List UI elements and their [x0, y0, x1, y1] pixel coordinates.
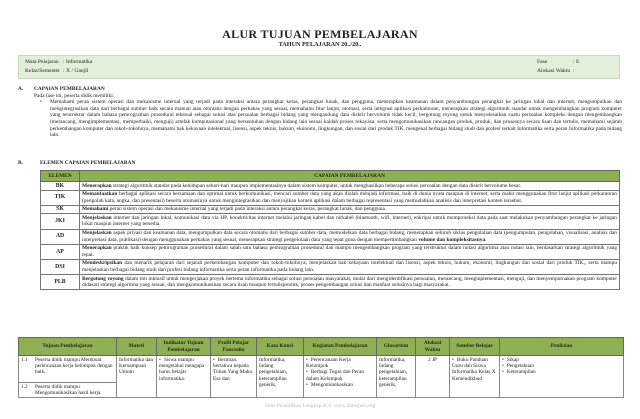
section-b-heading	[18, 160, 135, 167]
kegiatan-item: • Mengomunikasikan	[306, 382, 374, 388]
section-a	[18, 86, 622, 139]
table-row	[41, 229, 620, 244]
page-title: ALUR TUJUAN PEMBELAJARAN	[222, 27, 418, 41]
tp-cell	[19, 356, 117, 398]
capaian-verb: Menerapkan	[82, 245, 112, 252]
capaian-text	[80, 205, 620, 214]
capaian-verb: Menjelaskan	[82, 230, 112, 237]
page-subtitle: TAHUN PELAJARAN 20../20..	[278, 41, 362, 48]
elemen-code: DSI	[41, 259, 80, 274]
section-a-number: A.	[18, 86, 24, 92]
column-header: Penilaian	[500, 338, 624, 356]
mapel-label: Mata Pelajaran	[25, 59, 59, 66]
glosarium-cell: Informatika, bidang pengetahuan, keterampilan generik,	[377, 356, 416, 398]
penilaian-item: • Keterampilan	[502, 369, 621, 375]
capaian-verb: Memahami	[82, 206, 109, 213]
atp-table	[18, 337, 624, 398]
tp-text: Peserta didik mampu Membuat perencanaan kerja kelompok dengan baik.	[35, 356, 113, 376]
kegiatan-item: • Perencanaan Kerja Kelompok	[306, 357, 374, 370]
column-header: Profil Pelajar Pancasila	[211, 338, 257, 356]
column-header: Materi	[117, 338, 157, 356]
capaian-text	[80, 244, 620, 259]
table-row	[41, 244, 620, 259]
capaian-verb: Memanfaatkan	[82, 191, 118, 198]
table-row	[41, 190, 620, 205]
capaian-body: dalam tim inklusif untuk mengerjakan proyek bertema informatika sebagai solusi persoalan masyarakat, mulai dari mengidentifikasi persoalan, merancang, menginplementasi, menguji, dan menyempurnakan program komputer didasari strategi algoritma yang sesuai, dan mengkomunikasikan secara lisan maupun tertulisproduk, proses pengembangan solusi dan manfaat solusinya bagi masyarakat.	[82, 275, 617, 289]
alokasi-value: :	[573, 68, 575, 75]
elemen-code: PLB	[41, 275, 80, 290]
capaian-body: peran sistem operasi dan mekanisme internal yang terjadi pada interaksi antara perangkat keras, perangkat lunak, dan pengguna.	[108, 206, 387, 213]
elemen-table	[40, 170, 620, 290]
sumber-item: • Buku Panduan Guru dan Siswa Informatika Kelas X Kemendikbud	[452, 357, 497, 383]
mapel-value: : Informatika	[63, 59, 93, 66]
capaian-verb: Mendeskripsikan	[82, 260, 123, 267]
elemen-code: JKI	[41, 214, 80, 229]
elemen-code: TIK	[41, 190, 80, 205]
indikator-cell	[157, 356, 211, 398]
tp-number: 1.2	[21, 383, 28, 390]
alokasi-cell: 2 JP	[416, 356, 450, 398]
col-elemen: ELEMEN	[41, 171, 80, 182]
column-header: Kata Kunci	[257, 338, 304, 356]
kegiatan-item: • Berbagi Tugas dan Peran dalam Kelompok	[306, 369, 374, 382]
section-a-intro: Pada fase ini, peserta didik memiliki:	[34, 92, 115, 99]
elemen-code: AD	[41, 229, 80, 244]
section-b-number: B.	[18, 160, 23, 166]
info-box	[18, 55, 620, 79]
capaian-text	[80, 229, 620, 244]
table-row	[41, 205, 620, 214]
column-header: Sumber Belajar	[450, 338, 500, 356]
column-header: Glosarium	[377, 338, 416, 356]
penilaian-cell	[500, 356, 624, 398]
capaian-body: aspek privasi dan keamanan data, mengumpulkan data secara otomatis dari berbagai sumber data, memodelkan data berbagai bidang, menerapkan seluruh siklus pengolahan data (pengumpulan, pengolahan, visualisasi, analisis dan interpretasi data, publikasi) dengan menggunakan perkakas yang sesuai, menerapkan strategi pengelolaan data yang tepat guna dengan mempertimbangkan	[82, 230, 617, 243]
capaian-verb: Menerapkan	[82, 182, 112, 189]
col-capaian: CAPAIAN PEMBELAJARAN	[80, 171, 620, 182]
table-row	[41, 275, 620, 290]
kelas-label: Kelas/Semester	[25, 68, 60, 75]
column-header: Alokasi Waktu	[416, 338, 450, 356]
elemen-code: AP	[41, 244, 80, 259]
column-header: Tujuan Pembelajaran	[19, 338, 117, 356]
column-header: Kegiatan Pembelajaran	[304, 338, 377, 356]
capaian-verb: Bergotong royong	[82, 275, 124, 282]
footer-watermark: Situs Pendidikan Lengkap di © www.dimsguru.org	[264, 403, 376, 409]
section-a-title: CAPAIAN PEMBELAJARAN	[34, 86, 105, 92]
table-row	[41, 182, 620, 191]
column-header: Indikator Tujuan Pembelajaran	[157, 338, 211, 356]
profil-cell	[211, 356, 257, 398]
section-b-title: ELEMEN CAPAIAN PEMBELAJARAN	[40, 160, 136, 166]
capaian-emphasis: volume dan kompleksitasnya	[418, 236, 486, 243]
penilaian-item: • Sikap	[502, 357, 621, 363]
capaian-body: strategi algoritmik standar pada kehidupan sehari-hari maupun implementasinya dalam sistem komputer, untuk menghasilkan beberapa solusi persoalan dengan data diskrit bervolume besar.	[111, 182, 522, 189]
sumber-cell	[450, 356, 500, 398]
bullet-icon: •	[40, 99, 42, 106]
fase-value: : E	[573, 59, 580, 66]
elemen-code: SK	[41, 205, 80, 214]
alokasi-label: Alokasi Waktu	[537, 68, 571, 75]
capaian-text	[80, 275, 620, 290]
capaian-body: praktik baik konsep pemrograman prosedural dalam salah satu bahasa pemrograman prosedural dan mampu mengembangkan program yang terstruktur dalam notasi algoritma atau notasi lain, berdasarkan strategi algoritmik yang tepat.	[82, 245, 617, 258]
table-row	[41, 259, 620, 274]
capaian-body: dan menarik pelajaran dari sejarah perkembangan komputer dan tokoh-tokohnya; menjelaskan hak kekayaan intelektual dan lisensi, aspek teknis, hukum, ekonomi, lingkungan dan sosial dari produk TIK,, serta mampu menjelaskan berbagai bidang studi dan profesi bidang informatika serta peran informatika pada bidang lain.	[82, 260, 617, 274]
elemen-code: BK	[41, 182, 80, 191]
fase-label: Fase	[537, 59, 548, 66]
section-a-text: Memahami peran sistem operasi dan mekanisme internal yang terjadi pada interaksi antara perangkat keras, perangkat lunak, dan pengguna, menerapkan keamanan dalam penyambungan perangkat ke jaringan lokal dan internet, mengumpulkan dan mengintegrasikan data dari berbagai sumber baik secara manual atau otomatis dengan perkakas yang sesuai, memahami fitur lanjut, otomasi, serta integrasi aplikasi perkantoran, menerapkan strategi algoritmik standar untuk mengembangkan program komputer yang terstruktur dalam bahasa pemrograman prosedural tekstual sebagai solusi atas persoalan berbagai bidang yang mengandung data diskrit bervolume tidak kecil, bergotong royong untuk menyelesaikan suatu persoalan kompleks dengan mengembangkan (merancang, mengimplementasi, memperbaiki, menguji) artefak komputasional yang bersentuhan dengan bidang lain sesuai kaidah proses rekayasa, serta mengomunikasikan rancangan produk, produk, dan prosesnya secara lisan dan tertulis, memahami sejarah perkembangan komputer dan tokoh-tokohnya, memahami hak kekayaan intelektual, lisensi, aspek teknis, hukum, ekonomi, lingkungan, dan sosial dari produk TIK, mengenal berbagai bidang studi dan profesi terkait Informatika serta peran Informatika pada bidang lain.	[50, 99, 622, 139]
penilaian-item: • Pengetahuan	[502, 363, 621, 369]
kelas-value: : X / Ganjil	[63, 68, 89, 75]
kegiatan-cell	[304, 356, 377, 398]
capaian-text	[80, 190, 620, 205]
profil-item: • Beriman, bertakwa kepada Tuhan Yang Maha Esa dan	[213, 357, 254, 383]
capaian-tail: .	[485, 236, 487, 243]
table-row	[41, 214, 620, 229]
table-row	[19, 356, 624, 398]
capaian-text	[80, 214, 620, 229]
capaian-verb: Menjelaskan	[82, 214, 112, 221]
capaian-body: berbagai aplikasi secara bersamaan dan optimal untuk berkomunikasi, mencari sumber data yang akan diolah menjadi informasi, baik di dunia nyata maupun di internet, serta mahir menggunakan fitur lanjut aplikasi perkantoran (pengolah kata, angka, dan presentasi) beserta otomasinya untuk mengintegrasikan dan menyajikan konten aplikasi dalam berbagai representasi yang memudahkan analisis dan interpretasi konten tersebut.	[82, 191, 617, 204]
materi-cell: Informatika dan Kemampuan Umum	[117, 356, 157, 398]
indikator-item: • Siswa mampu mengetahui mengapa harus belajar informatika.	[159, 357, 208, 383]
tp-text: Peserta didik mampu Mengomunikasikan hasil kerja	[35, 383, 101, 396]
capaian-text	[80, 259, 620, 274]
tp-number: 1.1	[21, 356, 28, 363]
capaian-body: internet dan jaringan lokal, komunikasi data via HP, konektivitas internet melalui jaringan kabel dan nirkabel (bluetooth, wifi, internet), enkripsi untuk memproteksi data pada saat melakukan penyambungan perangkat ke jaringan lokal maupun internet yang tersedia.	[82, 214, 617, 228]
kata-kunci-cell: Informatika, bidang pengetahuan, keterampilan generik,	[257, 356, 304, 398]
capaian-text	[80, 182, 620, 191]
